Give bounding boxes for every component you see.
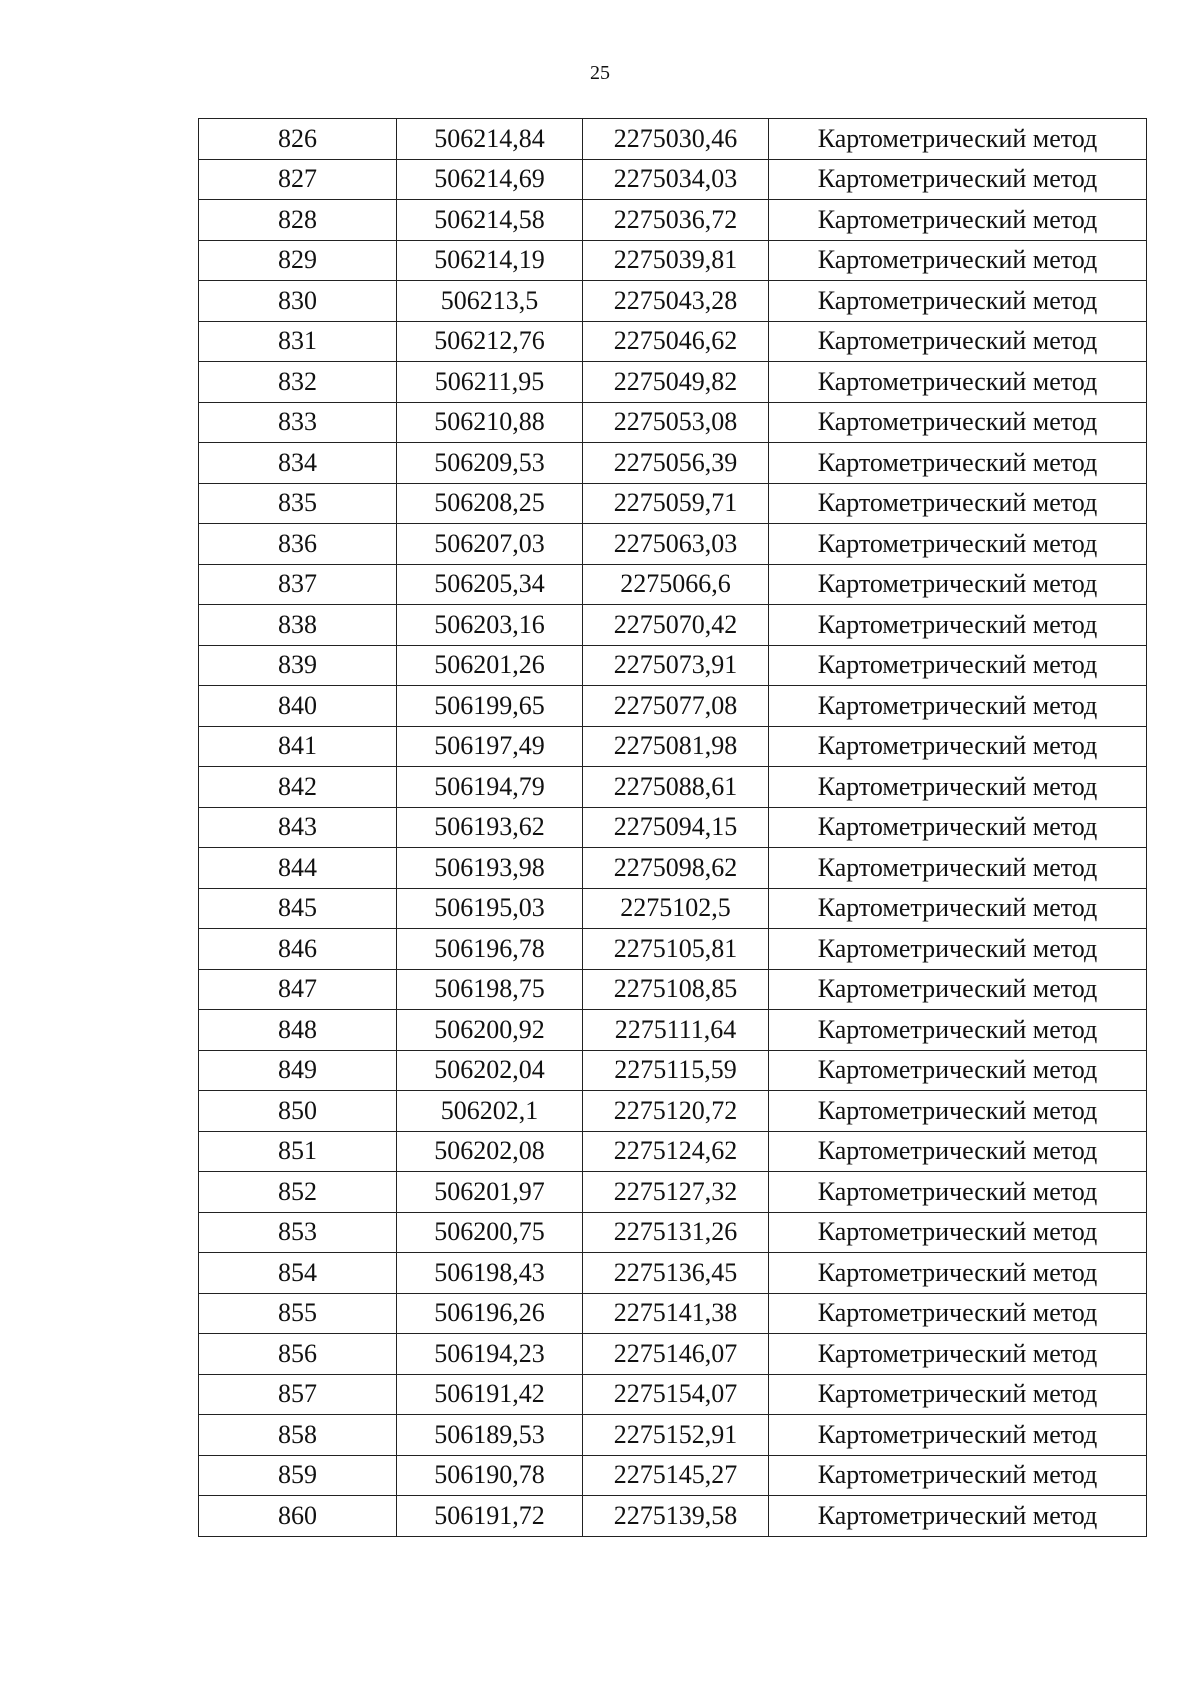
x-coordinate-cell: 506201,97 — [397, 1172, 583, 1213]
method-cell: Картометрический метод — [769, 929, 1147, 970]
y-coordinate-cell: 2275127,32 — [583, 1172, 769, 1213]
y-coordinate-cell: 2275146,07 — [583, 1334, 769, 1375]
x-coordinate-cell: 506190,78 — [397, 1455, 583, 1496]
method-cell: Картометрический метод — [769, 119, 1147, 160]
method-cell: Картометрический метод — [769, 605, 1147, 646]
y-coordinate-cell: 2275141,38 — [583, 1293, 769, 1334]
method-cell: Картометрический метод — [769, 564, 1147, 605]
method-cell: Картометрический метод — [769, 1212, 1147, 1253]
table-row — [199, 726, 1147, 767]
y-coordinate-cell: 2275043,28 — [583, 281, 769, 322]
method-cell: Картометрический метод — [769, 726, 1147, 767]
x-coordinate-cell: 506195,03 — [397, 888, 583, 929]
method-cell: Картометрический метод — [769, 1091, 1147, 1132]
x-coordinate-cell: 506209,53 — [397, 443, 583, 484]
point-number-cell: 859 — [199, 1455, 397, 1496]
y-coordinate-cell: 2275034,03 — [583, 159, 769, 200]
x-coordinate-cell: 506205,34 — [397, 564, 583, 605]
method-cell: Картометрический метод — [769, 281, 1147, 322]
table-row — [199, 281, 1147, 322]
y-coordinate-cell: 2275073,91 — [583, 645, 769, 686]
x-coordinate-cell: 506202,08 — [397, 1131, 583, 1172]
method-cell: Картометрический метод — [769, 1415, 1147, 1456]
x-coordinate-cell: 506193,98 — [397, 848, 583, 889]
point-number-cell: 860 — [199, 1496, 397, 1537]
point-number-cell: 840 — [199, 686, 397, 727]
y-coordinate-cell: 2275115,59 — [583, 1050, 769, 1091]
table-row — [199, 564, 1147, 605]
point-number-cell: 835 — [199, 483, 397, 524]
point-number-cell: 830 — [199, 281, 397, 322]
point-number-cell: 854 — [199, 1253, 397, 1294]
x-coordinate-cell: 506201,26 — [397, 645, 583, 686]
method-cell: Картометрический метод — [769, 362, 1147, 403]
point-number-cell: 831 — [199, 321, 397, 362]
x-coordinate-cell: 506210,88 — [397, 402, 583, 443]
x-coordinate-cell: 506202,04 — [397, 1050, 583, 1091]
x-coordinate-cell: 506191,72 — [397, 1496, 583, 1537]
y-coordinate-cell: 2275108,85 — [583, 969, 769, 1010]
table-row — [199, 483, 1147, 524]
coordinates-table — [198, 118, 1147, 1537]
page-number: 25 — [590, 62, 610, 84]
y-coordinate-cell: 2275036,72 — [583, 200, 769, 241]
y-coordinate-cell: 2275102,5 — [583, 888, 769, 929]
table-row — [199, 1374, 1147, 1415]
point-number-cell: 849 — [199, 1050, 397, 1091]
table-row — [199, 686, 1147, 727]
y-coordinate-cell: 2275056,39 — [583, 443, 769, 484]
method-cell: Картометрический метод — [769, 1010, 1147, 1051]
y-coordinate-cell: 2275152,91 — [583, 1415, 769, 1456]
x-coordinate-cell: 506203,16 — [397, 605, 583, 646]
method-cell: Картометрический метод — [769, 1496, 1147, 1537]
table-row — [199, 645, 1147, 686]
x-coordinate-cell: 506214,19 — [397, 240, 583, 281]
method-cell: Картометрический метод — [769, 200, 1147, 241]
table-row — [199, 362, 1147, 403]
x-coordinate-cell: 506196,26 — [397, 1293, 583, 1334]
point-number-cell: 847 — [199, 969, 397, 1010]
method-cell: Картометрический метод — [769, 524, 1147, 565]
table-row — [199, 605, 1147, 646]
x-coordinate-cell: 506214,84 — [397, 119, 583, 160]
table-row — [199, 1010, 1147, 1051]
point-number-cell: 857 — [199, 1374, 397, 1415]
x-coordinate-cell: 506213,5 — [397, 281, 583, 322]
table-row — [199, 1415, 1147, 1456]
table-row — [199, 848, 1147, 889]
point-number-cell: 839 — [199, 645, 397, 686]
method-cell: Картометрический метод — [769, 240, 1147, 281]
x-coordinate-cell: 506191,42 — [397, 1374, 583, 1415]
point-number-cell: 837 — [199, 564, 397, 605]
y-coordinate-cell: 2275049,82 — [583, 362, 769, 403]
x-coordinate-cell: 506194,23 — [397, 1334, 583, 1375]
x-coordinate-cell: 506194,79 — [397, 767, 583, 808]
point-number-cell: 832 — [199, 362, 397, 403]
table-row — [199, 1131, 1147, 1172]
method-cell: Картометрический метод — [769, 807, 1147, 848]
method-cell: Картометрический метод — [769, 1131, 1147, 1172]
method-cell: Картометрический метод — [769, 483, 1147, 524]
x-coordinate-cell: 506196,78 — [397, 929, 583, 970]
method-cell: Картометрический метод — [769, 767, 1147, 808]
point-number-cell: 846 — [199, 929, 397, 970]
point-number-cell: 850 — [199, 1091, 397, 1132]
y-coordinate-cell: 2275053,08 — [583, 402, 769, 443]
table-row — [199, 240, 1147, 281]
method-cell: Картометрический метод — [769, 1455, 1147, 1496]
y-coordinate-cell: 2275094,15 — [583, 807, 769, 848]
point-number-cell: 833 — [199, 402, 397, 443]
point-number-cell: 844 — [199, 848, 397, 889]
y-coordinate-cell: 2275066,6 — [583, 564, 769, 605]
point-number-cell: 828 — [199, 200, 397, 241]
y-coordinate-cell: 2275111,64 — [583, 1010, 769, 1051]
method-cell: Картометрический метод — [769, 402, 1147, 443]
table-row — [199, 443, 1147, 484]
table-row — [199, 200, 1147, 241]
table-row — [199, 1496, 1147, 1537]
x-coordinate-cell: 506199,65 — [397, 686, 583, 727]
y-coordinate-cell: 2275088,61 — [583, 767, 769, 808]
y-coordinate-cell: 2275139,58 — [583, 1496, 769, 1537]
y-coordinate-cell: 2275081,98 — [583, 726, 769, 767]
table-row — [199, 1172, 1147, 1213]
method-cell: Картометрический метод — [769, 443, 1147, 484]
point-number-cell: 843 — [199, 807, 397, 848]
y-coordinate-cell: 2275046,62 — [583, 321, 769, 362]
table-row — [199, 1212, 1147, 1253]
point-number-cell: 836 — [199, 524, 397, 565]
x-coordinate-cell: 506198,75 — [397, 969, 583, 1010]
table-row — [199, 807, 1147, 848]
y-coordinate-cell: 2275063,03 — [583, 524, 769, 565]
y-coordinate-cell: 2275145,27 — [583, 1455, 769, 1496]
method-cell: Картометрический метод — [769, 645, 1147, 686]
y-coordinate-cell: 2275098,62 — [583, 848, 769, 889]
x-coordinate-cell: 506208,25 — [397, 483, 583, 524]
point-number-cell: 851 — [199, 1131, 397, 1172]
table-row — [199, 321, 1147, 362]
table-row — [199, 1455, 1147, 1496]
method-cell: Картометрический метод — [769, 1293, 1147, 1334]
point-number-cell: 827 — [199, 159, 397, 200]
point-number-cell: 848 — [199, 1010, 397, 1051]
method-cell: Картометрический метод — [769, 1253, 1147, 1294]
table-row — [199, 1050, 1147, 1091]
x-coordinate-cell: 506200,75 — [397, 1212, 583, 1253]
y-coordinate-cell: 2275136,45 — [583, 1253, 769, 1294]
y-coordinate-cell: 2275120,72 — [583, 1091, 769, 1132]
table-row — [199, 888, 1147, 929]
table-row — [199, 402, 1147, 443]
table-row — [199, 969, 1147, 1010]
table-row — [199, 767, 1147, 808]
y-coordinate-cell: 2275154,07 — [583, 1374, 769, 1415]
method-cell: Картометрический метод — [769, 159, 1147, 200]
method-cell: Картометрический метод — [769, 1172, 1147, 1213]
y-coordinate-cell: 2275070,42 — [583, 605, 769, 646]
table-row — [199, 1091, 1147, 1132]
table-row — [199, 929, 1147, 970]
x-coordinate-cell: 506202,1 — [397, 1091, 583, 1132]
y-coordinate-cell: 2275124,62 — [583, 1131, 769, 1172]
x-coordinate-cell: 506211,95 — [397, 362, 583, 403]
point-number-cell: 858 — [199, 1415, 397, 1456]
point-number-cell: 855 — [199, 1293, 397, 1334]
table-row — [199, 1293, 1147, 1334]
method-cell: Картометрический метод — [769, 1050, 1147, 1091]
y-coordinate-cell: 2275105,81 — [583, 929, 769, 970]
method-cell: Картометрический метод — [769, 888, 1147, 929]
method-cell: Картометрический метод — [769, 321, 1147, 362]
x-coordinate-cell: 506189,53 — [397, 1415, 583, 1456]
y-coordinate-cell: 2275131,26 — [583, 1212, 769, 1253]
x-coordinate-cell: 506197,49 — [397, 726, 583, 767]
table-row — [199, 159, 1147, 200]
method-cell: Картометрический метод — [769, 848, 1147, 889]
x-coordinate-cell: 506214,69 — [397, 159, 583, 200]
table-row — [199, 1253, 1147, 1294]
x-coordinate-cell: 506200,92 — [397, 1010, 583, 1051]
point-number-cell: 841 — [199, 726, 397, 767]
x-coordinate-cell: 506214,58 — [397, 200, 583, 241]
x-coordinate-cell: 506207,03 — [397, 524, 583, 565]
x-coordinate-cell: 506193,62 — [397, 807, 583, 848]
method-cell: Картометрический метод — [769, 969, 1147, 1010]
y-coordinate-cell: 2275030,46 — [583, 119, 769, 160]
method-cell: Картометрический метод — [769, 1374, 1147, 1415]
point-number-cell: 838 — [199, 605, 397, 646]
coordinates-table-body — [199, 119, 1147, 1537]
x-coordinate-cell: 506198,43 — [397, 1253, 583, 1294]
table-row — [199, 119, 1147, 160]
table-row — [199, 524, 1147, 565]
point-number-cell: 826 — [199, 119, 397, 160]
y-coordinate-cell: 2275039,81 — [583, 240, 769, 281]
point-number-cell: 852 — [199, 1172, 397, 1213]
point-number-cell: 842 — [199, 767, 397, 808]
y-coordinate-cell: 2275059,71 — [583, 483, 769, 524]
y-coordinate-cell: 2275077,08 — [583, 686, 769, 727]
point-number-cell: 856 — [199, 1334, 397, 1375]
table-row — [199, 1334, 1147, 1375]
method-cell: Картометрический метод — [769, 686, 1147, 727]
method-cell: Картометрический метод — [769, 1334, 1147, 1375]
point-number-cell: 829 — [199, 240, 397, 281]
point-number-cell: 845 — [199, 888, 397, 929]
point-number-cell: 853 — [199, 1212, 397, 1253]
x-coordinate-cell: 506212,76 — [397, 321, 583, 362]
point-number-cell: 834 — [199, 443, 397, 484]
